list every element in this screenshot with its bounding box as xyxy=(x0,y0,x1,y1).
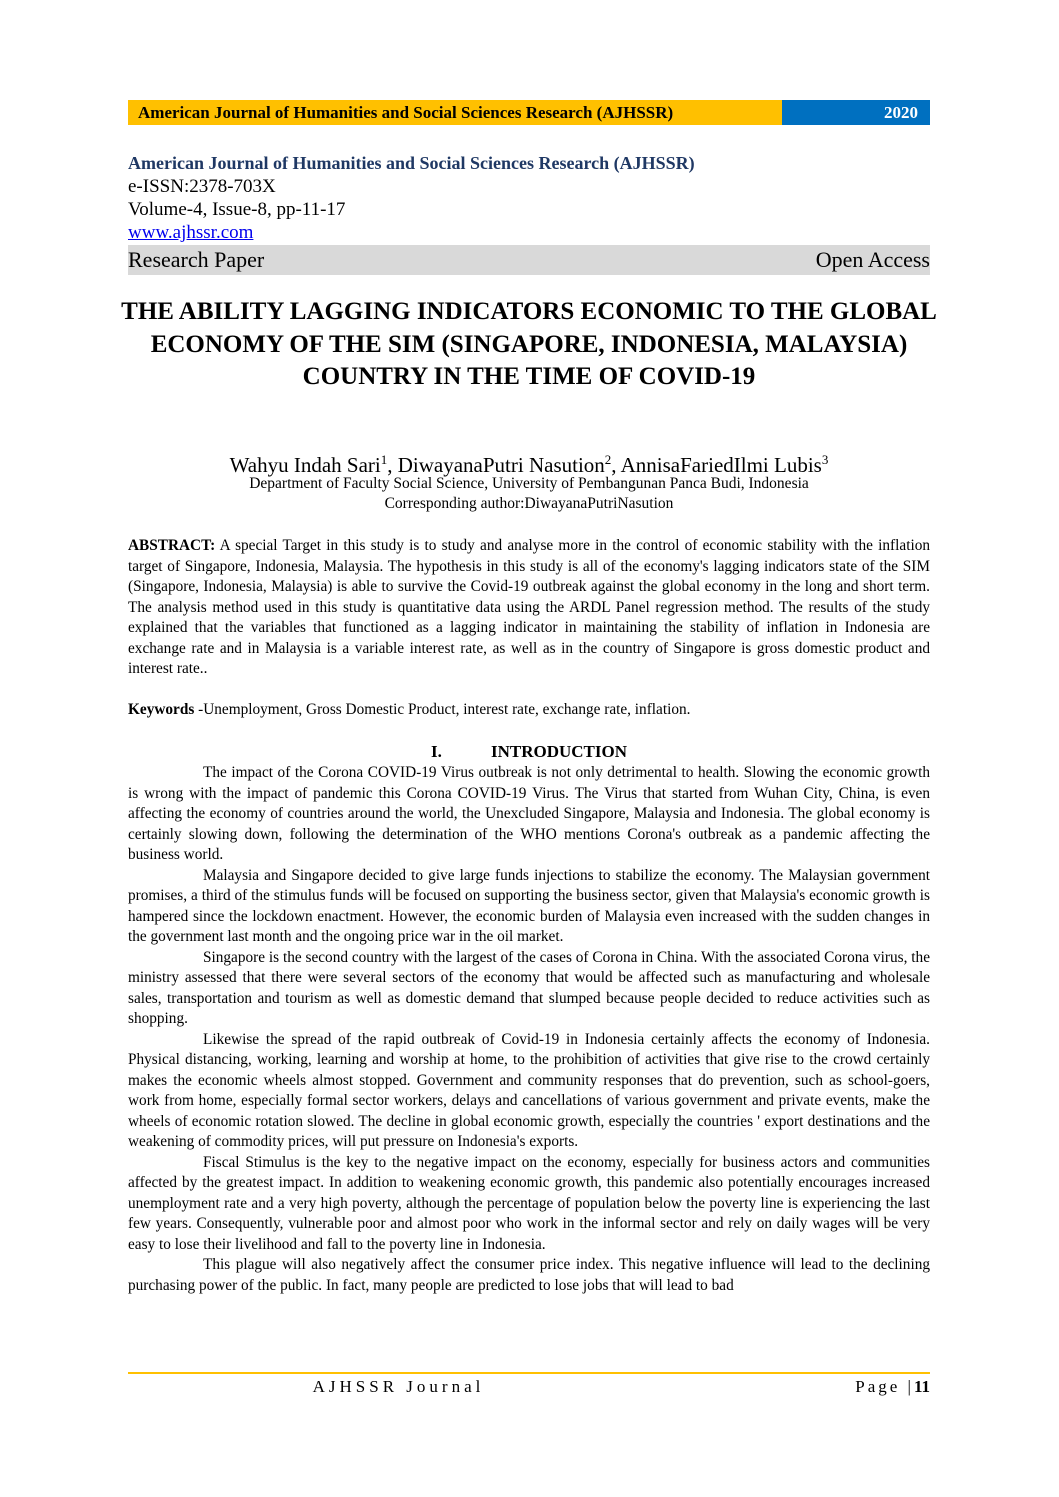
paragraph: Malaysia and Singapore decided to give large funds injections to stabilize the economy. The Malaysian government promises, a third of the stimulus funds will be focused on supporting the business sector, given that Malaysia's economic growth is hampered since the lockdown enactment. However, the economic burden of Malaysia even increased with the sudden changes in the government last month and the ongoing price war in the oil market. xyxy=(128,866,930,945)
paper-type-bar xyxy=(128,245,930,275)
author-separator: , xyxy=(387,453,398,477)
author-name: DiwayanaPutri Nasution xyxy=(397,453,605,477)
footer-divider xyxy=(128,1372,930,1374)
abstract xyxy=(128,536,930,680)
keywords xyxy=(128,700,930,721)
author-affiliation-mark: 2 xyxy=(604,452,612,467)
section-number: I. xyxy=(430,742,442,761)
corresponding-author: Corresponding author:DiwayanaPutriNasution xyxy=(384,494,674,512)
journal-info xyxy=(128,152,930,244)
access-type: Open Access xyxy=(815,247,930,272)
affiliation-block xyxy=(128,474,930,513)
author-name: AnnisaFariedIlmi Lubis xyxy=(620,453,822,477)
paper-type: Research Paper xyxy=(128,247,265,272)
paragraph: This plague will also negatively affect the consumer price index. This negative influence will lead to the declining purchasing power of the public. In fact, many people are predicted to lose jobs that will lead to bad xyxy=(128,1256,930,1294)
journal-header-banner xyxy=(128,100,930,125)
abstract-text: A special Target in this study is to study and analyse more in the control of economic stability with the inflation target of Singapore, Indonesia, Malaysia. The hypothesis in this study is all of the economy's lagging indicators state of the SIM (Singapore, Indonesia, Malaysia) is able to survive the Covid-19 outbreak against the global economy in the long and short term. The analysis method used in this study is quantitative data using the ARDL Panel regression method. The results of the study explained that the variables that functioned as a lagging indicator in maintaining the stability of inflation in Indonesia are exchange rate and in Malaysia is a variable interest rate, as well as in the country of Singapore is gross domestic product and interest rate.. xyxy=(128,537,930,677)
author-separator: , xyxy=(611,453,621,477)
banner-year: 2020 xyxy=(782,100,930,125)
author-affiliation-mark: 1 xyxy=(380,452,388,467)
journal-title: American Journal of Humanities and Social Sciences Research (AJHSSR) xyxy=(128,153,695,173)
abstract-label: ABSTRACT: xyxy=(128,537,216,554)
affiliation: Department of Faculty Social Science, University of Pembangunan Panca Budi, Indonesia xyxy=(249,475,809,492)
footer-journal-name: AJHSSR Journal xyxy=(312,1377,485,1396)
paragraph: Singapore is the second country with the largest of the cases of Corona in China. With the associated Corona virus, the ministry assessed that there were several sectors of the economy that would be affected such as manufacturing and wholesale sales, transportation and tourism as well as domestic demand that slumped because people decided to reduce activities such as shopping. xyxy=(128,948,930,1027)
section-title: INTRODUCTION xyxy=(490,742,628,761)
footer-page-number xyxy=(669,1376,930,1398)
journal-volume: Volume-4, Issue-8, pp-11-17 xyxy=(128,199,346,220)
paper-title: THE ABILITY LAGGING INDICATORS ECONOMIC TO THE GLOBAL ECONOMY OF THE SIM (SINGAPORE, INDONESIA, MALAYSIA) COUNTRY IN THE TIME OF COVID-19 xyxy=(121,298,937,390)
author-name: Wahyu Indah Sari xyxy=(229,453,381,477)
footer-page-label: Page | xyxy=(855,1377,914,1396)
page-number: 11 xyxy=(913,1377,930,1396)
section-heading xyxy=(128,741,930,763)
paragraph: Fiscal Stimulus is the key to the negative impact on the economy, especially for business actors and communities affected by the greatest impact. In addition to weakening economic growth, this pandemic also potentially encourages increased unemployment rate and a very high poverty, although the percentage of population below the poverty line is experiencing the last few years. Consequently, vulnerable poor and almost poor who work in the informal sector and rely on daily wages will be very easy to lose their livelihood and fall to the poverty line in Indonesia. xyxy=(128,1153,930,1253)
author-affiliation-mark: 3 xyxy=(821,452,829,467)
keywords-text: -Unemployment, Gross Domestic Product, interest rate, exchange rate, inflation. xyxy=(194,701,691,718)
paragraph: Likewise the spread of the rapid outbreak of Covid-19 in Indonesia certainly affects the economy of Indonesia. Physical distancing, working, learning and worship at home, to the prohibition of activities that give rise to the crowd certainly makes the economic wheels almost stopped. Government and community responses that do prevention, such as school-goers, work from home, especially formal sector workers, delays and cancellations of various government and private events, make the wheels of economic rotation slowed. The decline in global economic growth, especially the countries ' export destinations and the weakening of commodity prices, will put pressure on Indonesia's exports. xyxy=(128,1030,930,1150)
journal-issn: e-ISSN:2378-703X xyxy=(128,176,276,197)
paragraph: The impact of the Corona COVID-19 Virus outbreak is not only detrimental to health. Slowing the economic growth is wrong with the impact of pandemic this Corona COVID-19 Virus. The Virus that started from Wuhan City, China, is even affecting the economy of countries around the world, the Unexcluded Singapore, Malaysia and Indonesia. The global economy is certainly slowing down, following the determination of the WHO mentions Corona's outbreak as a pandemic affecting the business world. xyxy=(128,764,930,863)
introduction-body xyxy=(128,763,930,1296)
journal-website-link[interactable]: www.ajhssr.com xyxy=(128,222,254,243)
keywords-label: Keywords xyxy=(128,701,195,718)
page-footer xyxy=(128,1376,930,1398)
banner-journal-name: American Journal of Humanities and Social Sciences Research (AJHSSR) xyxy=(128,100,782,125)
